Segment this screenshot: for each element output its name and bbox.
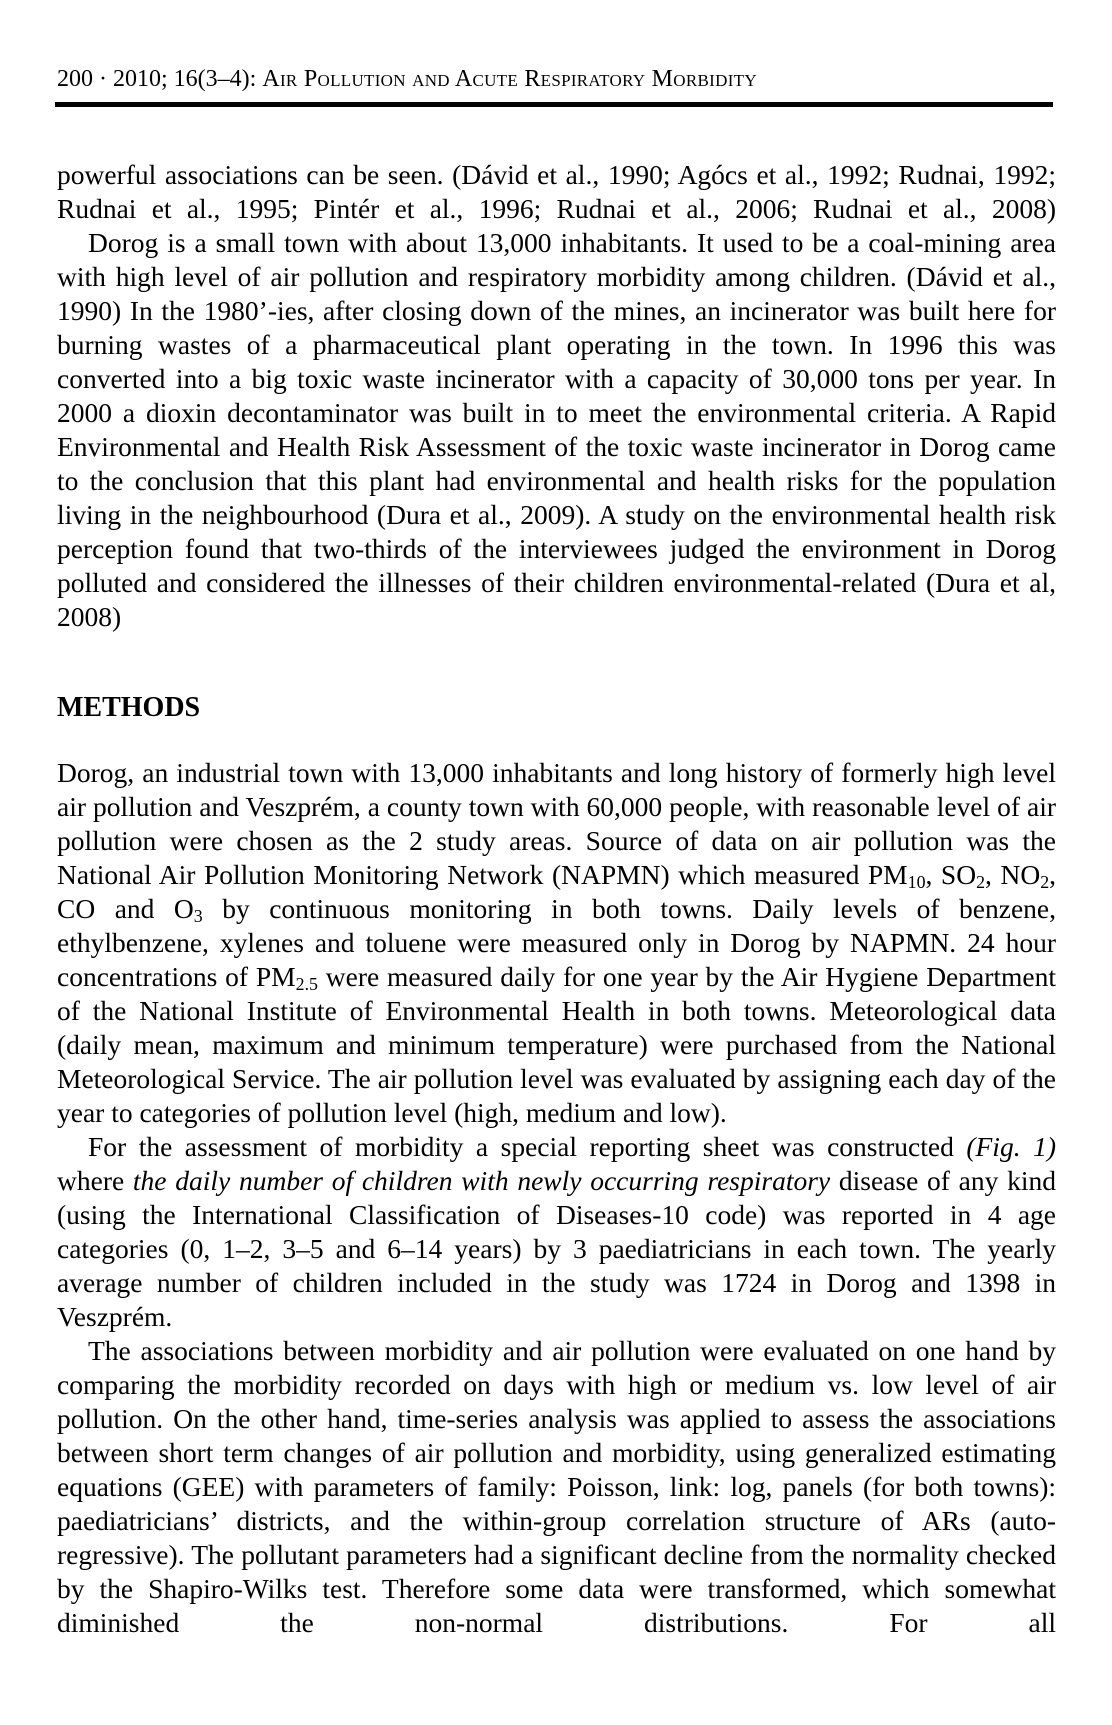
text-segment: by continuous monitoring in both towns. Daily levels of benzene, ethylbenzene, xylenes and toluene were measured only in Dorog by NAPMN. 24 hour concentrations of PM xyxy=(57,893,1056,992)
text-segment: , SO xyxy=(925,859,977,890)
text-segment: were measured daily for one year by the Air Hygiene Department of the National Institute of Environmental Health in both towns. Meteorological data (daily mean, maximum and minimum temperature) were purchased from the National Meteorological Service. The air pollution level was evaluated by assigning each day of the year to categories of pollution level (high, medium and low). xyxy=(57,961,1056,1128)
text-segment: 2 xyxy=(976,871,986,892)
text-segment: where xyxy=(57,1165,133,1196)
methods-heading: METHODS xyxy=(57,692,201,723)
running-header-title: Air Pollution and Acute Respiratory Morbidity xyxy=(262,66,757,92)
paragraph-morbidity-assessment xyxy=(57,1130,1056,1334)
text-segment: (Fig. 1) xyxy=(966,1131,1056,1162)
text-segment: 2 xyxy=(1040,871,1050,892)
header-rule xyxy=(55,102,1053,107)
text-segment: the daily number of children with newly occurring respiratory xyxy=(132,1165,831,1196)
paragraph-study-areas xyxy=(57,756,1056,1130)
text-segment: Dorog is a small town with about 13,000 inhabitants. It used to be a coal-mining area with high level of air pollution and respiratory morbidity among children. (Dávid et al., 1990) In the 1980’-ies, after closing down of the mines, an incinerator was built here for burning wastes of a pharmaceutical plant operating in the town. In 1996 this was converted into a big toxic waste incinerator with a capacity of 30,000 tons per year. In 2000 a dioxin decontaminator was built in to meet the environmental criteria. A Rapid Environmental and Health Risk Assessment of the toxic waste incinerator in Dorog came to the conclusion that this plant had environmental and health risks for the population living in the neighbourhood (Dura et al., 2009). A study on the environmental health risk perception found that two-thirds of the interviewees judged the environment in Dorog polluted and considered the illnesses of their children environmental-related (Dura et al, 2008) xyxy=(57,227,1056,632)
running-header-issue: 200 · 2010; 16(3–4): xyxy=(57,66,263,92)
text-segment: 2.5 xyxy=(295,973,318,994)
paragraph-dorog-history xyxy=(57,226,1056,634)
text-segment: For the assessment of morbidity a special reporting sheet was constructed xyxy=(88,1131,967,1162)
article-body xyxy=(57,158,1056,1640)
text-segment: disease of any kind (using the International Classification of Diseases-10 code) was reported in 4 age categories (0, 1–2, 3–5 and 6–14 years) by 3 paediatricians in each town. The yearly average number of children included in the study was 1724 in Dorog and 1398 in Veszprém. xyxy=(57,1165,1056,1332)
text-segment: powerful associations can be seen. (Dávid et al., 1990; Agócs et al., 1992; Rudnai, 1992; Rudnai et al., 1995; Pintér et al., 1996; Rudnai et al., 2006; Rudnai et al., 2008) xyxy=(57,159,1056,224)
text-segment: , NO xyxy=(985,859,1041,890)
text-segment: The associations between morbidity and air pollution were evaluated on one hand by comparing the morbidity recorded on days with high or medium vs. low level of air pollution. On the other hand, time-series analysis was applied to assess the associations between short term changes of air pollution and morbidity, using generalized estimating equations (GEE) with parameters of family: Poisson, link: log, panels (for both towns): paediatricians’ districts, and the within-group correlation structure of ARs (auto-regressive). The pollutant parameters had a significant decline from the normality checked by the Shapiro-Wilks test. Therefore some data were transformed, which somewhat diminished the non-normal distributions. For all xyxy=(57,1335,1056,1638)
running-header xyxy=(57,64,1057,94)
text-segment: 3 xyxy=(193,905,203,926)
paragraph-statistical-analysis xyxy=(57,1334,1056,1640)
paragraph-references-continuation xyxy=(57,158,1056,226)
text-segment: 10 xyxy=(907,871,926,892)
text-segment: Dorog, an industrial town with 13,000 inhabitants and long history of formerly high level air pollution and Veszprém, a county town with 60,000 people, with reasonable level of air pollution were chosen as the 2 study areas. Source of data on air pollution was the National Air Pollution Monitoring Network (NAPMN) which measured PM xyxy=(57,757,1056,890)
text-segment: , CO and O xyxy=(57,859,1056,924)
